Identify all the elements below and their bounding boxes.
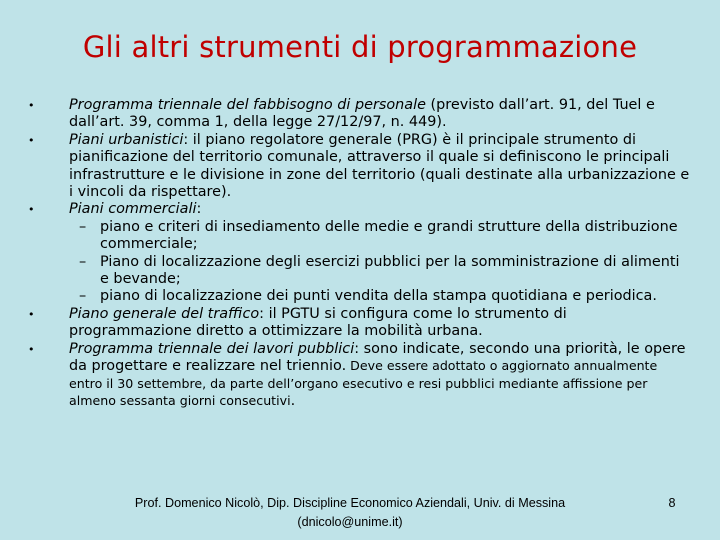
item-lead: Piani commerciali <box>69 201 197 218</box>
footer-email: (dnicolo@unime.it) <box>297 515 403 529</box>
list-item-lavori-pubblici <box>28 341 690 411</box>
list-item-traffico <box>28 306 690 341</box>
bullet-marker: • <box>28 133 35 147</box>
sub-item-text: piano di localizzazione dei punti vendita della stampa quotidiana e periodica. <box>100 288 657 305</box>
item-text: (previsto dall’art. 91, del Tuel e dall’art. 39, comma 1, della legge 27/12/97, n. 449). <box>69 97 655 131</box>
bullet-marker: • <box>28 307 35 321</box>
sub-item-medie-grandi-strutture <box>28 219 690 254</box>
list-item-urbanistici <box>28 132 690 202</box>
item-note: Deve essere adottato o aggiornato annualmente entro il 30 settembre, da parte dell’organo esecutivo e resi pubblici mediante affissione per almeno sessanta giorni consecutivi <box>69 358 658 408</box>
item-lead: Piano generale del traffico <box>69 305 260 322</box>
dash-marker: – <box>79 253 87 270</box>
bullet-marker: • <box>28 342 35 356</box>
slide-title: Gli altri strumenti di programmazione <box>82 30 638 64</box>
bullet-marker: • <box>28 99 35 112</box>
sub-item-text: piano e criteri di insediamento delle medie e grandi strutture della distribuzione commerciale; <box>100 218 678 253</box>
sub-item-stampa <box>28 288 690 305</box>
item-text: : <box>196 201 202 218</box>
sub-item-text: Piano di localizzazione degli esercizi pubblici per la somministrazione di alimenti e bevande; <box>100 253 680 288</box>
item-lead: Programma triennale dei lavori pubblici <box>69 340 355 357</box>
list-item-personale <box>28 97 690 132</box>
footer-author: Prof. Domenico Nicolò, Dip. Discipline Economico Aziendali, Univ. di Messina <box>134 496 566 510</box>
item-text: : il piano regolatore generale (PRG) è il principale strumento di pianificazione del territorio comunale, attraverso il quale si definiscono le principali infrastrutture e le divisione in zone del territorio (quali destinate alla urbanizzazione e i vincoli da rispettare). <box>69 131 690 201</box>
item-lead: Programma triennale del fabbisogno di personale <box>69 97 426 113</box>
dash-marker: – <box>79 288 87 305</box>
item-text: : sono indicate, secondo una priorità, le opere da progettare e realizzare nel triennio. <box>69 340 686 375</box>
list-item-commerciali <box>28 201 690 218</box>
item-tail: . <box>290 392 296 409</box>
item-lead: Piani urbanistici <box>69 131 184 148</box>
bullet-list <box>28 97 690 410</box>
item-text: : il PGTU si configura come lo strumento di programmazione diretto a ottimizzare la mobilità urbana. <box>69 305 567 340</box>
page-number: 8 <box>668 496 676 510</box>
bullet-marker: • <box>28 203 35 217</box>
dash-marker: – <box>79 218 87 235</box>
sub-item-esercizi-pubblici <box>28 254 690 289</box>
footer-credit <box>95 494 605 532</box>
